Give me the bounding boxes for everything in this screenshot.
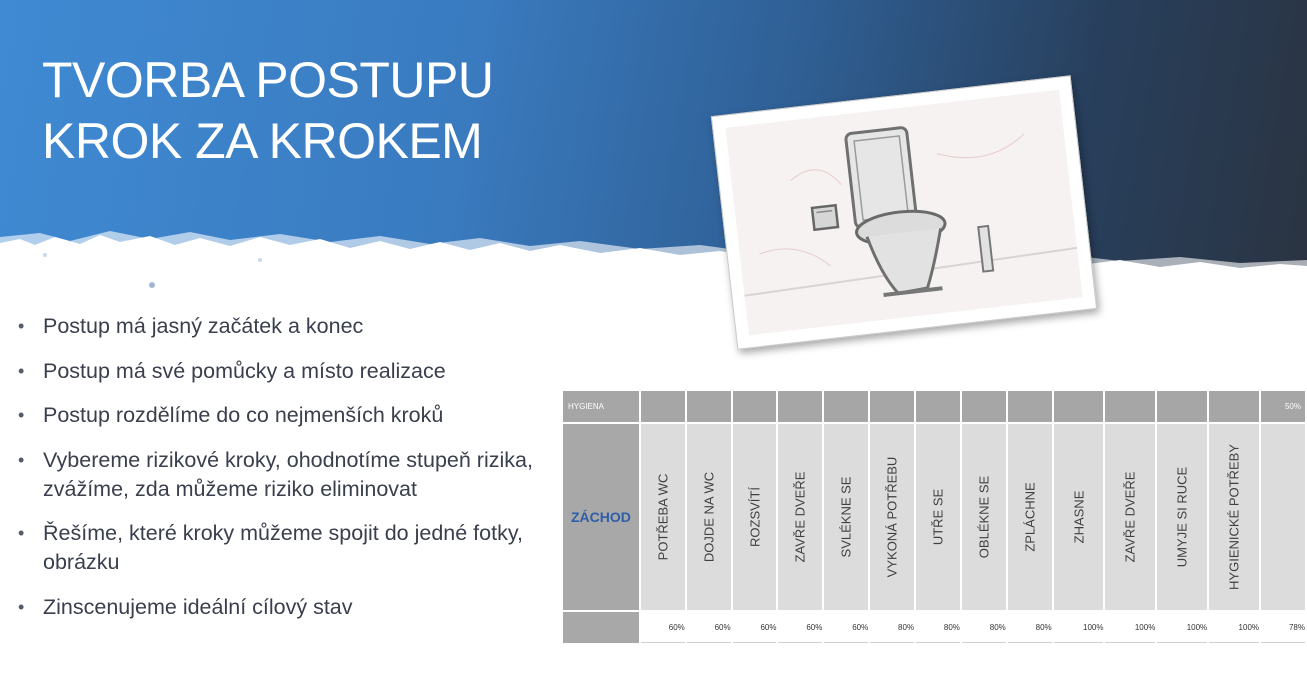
- table-header-row: [563, 391, 1305, 422]
- bullet-item: [18, 312, 558, 341]
- step-label: POTŘEBA WC: [655, 473, 671, 561]
- step-cell: [916, 424, 960, 610]
- header-cell: [733, 391, 777, 422]
- step-cell: [1157, 424, 1207, 610]
- step-cell: [1209, 424, 1259, 610]
- header-cell: [1209, 391, 1259, 422]
- bullet-text: Postup má jasný začátek a konec: [43, 314, 364, 338]
- percent-cell: 80%: [870, 612, 914, 643]
- bullet-dot: •: [18, 523, 25, 543]
- header-cell: [916, 391, 960, 422]
- header-cell: [687, 391, 731, 422]
- percent-cell: 60%: [733, 612, 777, 643]
- step-cell-empty: [1261, 424, 1305, 610]
- step-cell: [870, 424, 914, 610]
- step-label: ROZSVÍTÍ: [747, 487, 763, 547]
- title-line-1: TVORBA POSTUPU: [42, 52, 494, 108]
- header-cell: [962, 391, 1006, 422]
- header-cell: [1008, 391, 1052, 422]
- step-cell: [1054, 424, 1104, 610]
- header-cell: [1157, 391, 1207, 422]
- table-percent-row: [563, 612, 1305, 643]
- percent-cell: 80%: [1008, 612, 1052, 643]
- header-cell: [778, 391, 822, 422]
- percent-cell: 100%: [1209, 612, 1259, 643]
- steps-table: [561, 389, 1307, 645]
- title-line-2: KROK ZA KROKEM: [42, 113, 483, 169]
- table-steps-row: [563, 424, 1305, 610]
- header-cell: [870, 391, 914, 422]
- step-label: OBLÉKNE SE: [976, 475, 992, 559]
- bullet-dot: •: [18, 360, 25, 381]
- bullet-dot: •: [18, 449, 25, 470]
- step-label: UMYJE SI RUCE: [1174, 466, 1190, 568]
- bullet-text: Vybereme rizikové kroky, ohodnotíme stupeň rizika, zvážíme, zda můžeme riziko eliminovat: [43, 447, 533, 501]
- bullet-list: [18, 312, 558, 637]
- percent-cell: 60%: [687, 612, 731, 643]
- bullet-dot: •: [18, 316, 25, 336]
- bullet-item: [18, 446, 558, 504]
- header-percent: 50%: [1261, 391, 1305, 422]
- step-label: UTŘE SE: [930, 488, 946, 546]
- percent-cell: 60%: [824, 612, 868, 643]
- step-label: DOJDE NA WC: [701, 471, 717, 563]
- step-cell: [1105, 424, 1155, 610]
- percent-cell: 100%: [1054, 612, 1104, 643]
- bullet-text: Řešíme, které kroky můžeme spojit do jedné fotky, obrázku: [43, 521, 523, 574]
- step-cell: [778, 424, 822, 610]
- bullet-item: [18, 357, 558, 386]
- bullet-item: [18, 401, 558, 430]
- step-label: ZPLÁCHNE: [1022, 482, 1038, 552]
- header-cell: [641, 391, 685, 422]
- total-percent: 78%: [1261, 612, 1305, 643]
- toilet-sketch-photo: [711, 75, 1097, 349]
- step-label: HYGIENICKÉ POTŘEBY: [1226, 444, 1242, 590]
- page-title: [42, 50, 493, 172]
- step-cell: [1008, 424, 1052, 610]
- step-cell: [641, 424, 685, 610]
- step-cell: [733, 424, 777, 610]
- toilet-sketch-icon: [725, 90, 1082, 336]
- step-label: SVLÉKNE SE: [838, 476, 854, 558]
- row-label: ZÁCHOD: [563, 424, 639, 610]
- bullet-text: Postup rozdělíme do co nejmenších kroků: [43, 403, 444, 427]
- percent-cell: 60%: [778, 612, 822, 643]
- header-label: HYGIENA: [563, 391, 639, 422]
- header-cell: [824, 391, 868, 422]
- header-cell: [1054, 391, 1104, 422]
- bullet-text: Postup má své pomůcky a místo realizace: [43, 358, 446, 383]
- bullet-text: Zinscenujeme ideální cílový stav: [43, 594, 353, 619]
- percent-cell: 60%: [641, 612, 685, 643]
- bullet-item: [18, 593, 558, 622]
- step-cell: [687, 424, 731, 610]
- percent-cell: 80%: [916, 612, 960, 643]
- step-cell: [824, 424, 868, 610]
- percent-cell: 80%: [962, 612, 1006, 643]
- step-label: ZHASNE: [1071, 490, 1087, 544]
- step-label: VYKONÁ POTŘEBU: [884, 456, 900, 578]
- brush-stroke-edge: [0, 215, 1307, 295]
- bullet-dot: •: [18, 596, 25, 617]
- percent-row-label: [563, 612, 639, 643]
- step-label: ZAVŘE DVEŘE: [792, 471, 808, 563]
- step-label: ZAVŘE DVEŘE: [1122, 471, 1138, 563]
- percent-cell: 100%: [1105, 612, 1155, 643]
- header-cell: [1105, 391, 1155, 422]
- step-cell: [962, 424, 1006, 610]
- bullet-dot: •: [18, 405, 25, 425]
- percent-cell: 100%: [1157, 612, 1207, 643]
- bullet-item: [18, 519, 558, 577]
